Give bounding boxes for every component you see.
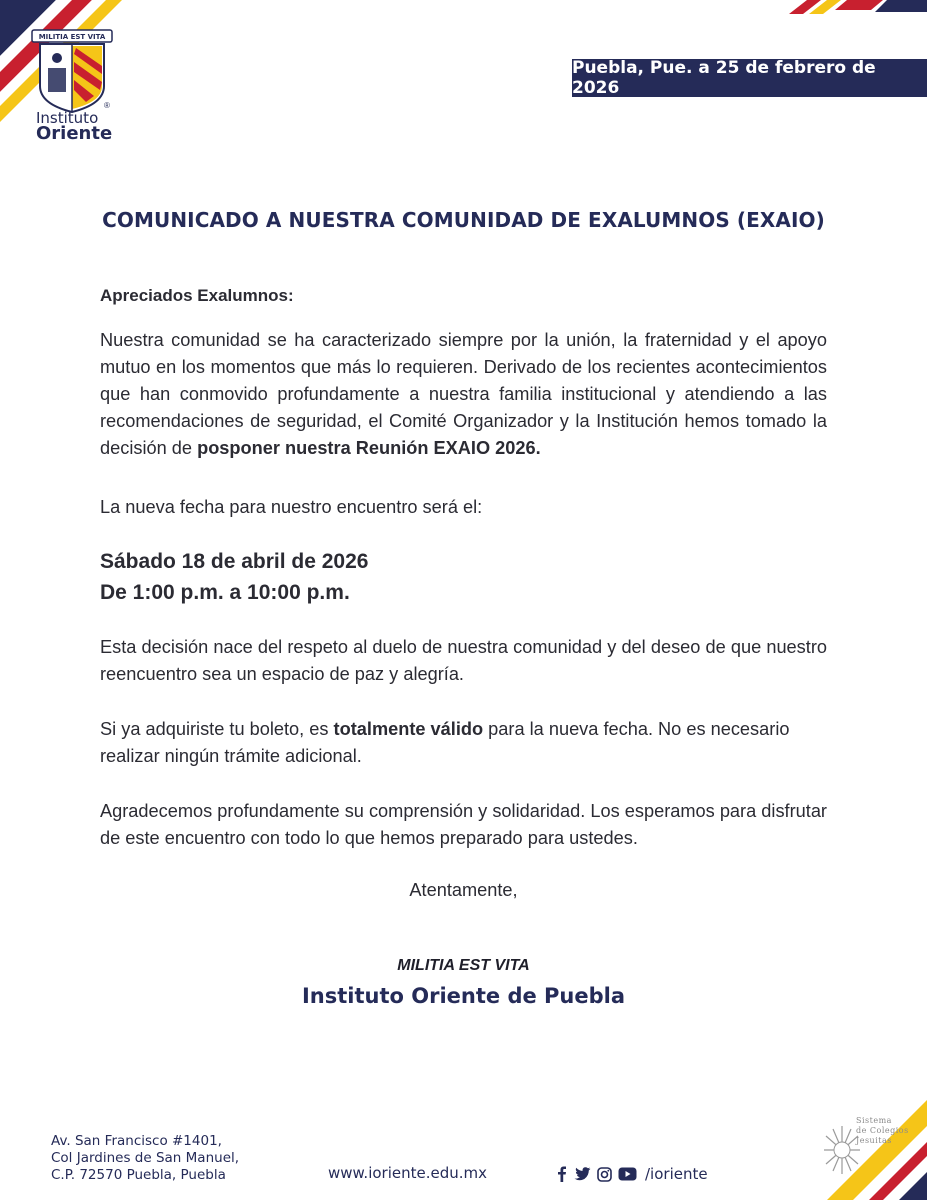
top-right-corner-stripes — [787, 0, 927, 30]
social-links — [556, 1163, 708, 1185]
paragraph-thanks: Agradecemos profundamente su comprensión y solidaridad. Los esperamos para disfrutar de este encuentro con todo lo que hemos preparado para ustedes. — [100, 801, 827, 848]
date-text: Puebla, Pue. a 25 de febrero de 2026 — [572, 58, 876, 98]
youtube-icon[interactable] — [618, 1167, 637, 1181]
sistema-line-1: Sistema — [856, 1116, 892, 1125]
social-handle[interactable]: /ioriente — [645, 1165, 708, 1183]
paragraph-announcement-bold: posponer nuestra Reunión EXAIO 2026. — [197, 438, 541, 458]
closing: Atentamente, — [409, 880, 518, 900]
crest-motto: MILITIA EST VITA — [38, 33, 106, 41]
signature-motto: MILITIA EST VITA — [397, 957, 530, 974]
instagram-icon[interactable] — [597, 1167, 612, 1182]
event-date: Sábado 18 de abril de 2026 — [100, 550, 369, 573]
institution-name: Instituto Oriente de Puebla — [301, 984, 626, 1008]
logo-word-instituto: Instituto — [36, 109, 99, 127]
paragraph-decision: Esta decisión nace del respeto al duelo de nuestra comunidad y del deseo de que nuestro reencuentro sea un espacio de paz y alegría. — [100, 637, 827, 684]
paragraph-ticket-before: Si ya adquiriste tu boleto, es — [100, 719, 334, 739]
paragraph-ticket — [100, 716, 827, 770]
paragraph-ticket-after: para la nueva fecha. No es necesario realizar ningún trámite adicional. — [100, 719, 790, 766]
event-time: De 1:00 p.m. a 10:00 p.m. — [100, 581, 350, 604]
greeting: Apreciados Exalumnos: — [100, 286, 294, 305]
sistema-colegios-jesuitas-text — [856, 1116, 920, 1146]
twitter-icon[interactable] — [574, 1167, 591, 1181]
logo-word-oriente: Oriente — [36, 123, 113, 144]
event-details — [100, 546, 827, 608]
document-title: COMUNICADO A NUESTRA COMUNIDAD DE EXALUMNOS (EXAIO) — [102, 208, 825, 232]
sistema-line-3: Jesuitas — [856, 1136, 892, 1145]
sistema-colegios-jesuitas-emblem — [824, 1122, 860, 1178]
paragraph-announcement-text: Nuestra comunidad se ha caracterizado siempre por la unión, la fraternidad y el apoyo mutuo en los momentos que más lo requieren. Derivado de los recientes acontecimientos que han conmovido profundamente a nuestra familia institucional y atendiendo a las recomendaciones de seguridad, el Comité Organizador y la Institución hemos tomado la decisión de — [100, 330, 827, 458]
registered-mark: ® — [104, 101, 110, 110]
sistema-line-2: de Colegios — [856, 1126, 909, 1135]
facebook-icon[interactable] — [556, 1166, 568, 1182]
address-line-1: Av. San Francisco #1401, — [51, 1133, 222, 1149]
paragraph-new-date-intro: La nueva fecha para nuestro encuentro será el: — [100, 497, 483, 517]
footer-address — [51, 1133, 239, 1184]
date-banner — [572, 59, 927, 97]
address-line-2: Col Jardines de San Manuel, — [51, 1150, 240, 1166]
website-link[interactable]: www.ioriente.edu.mx — [328, 1164, 488, 1182]
address-line-3: C.P. 72570 Puebla, Puebla — [51, 1167, 226, 1183]
paragraph-announcement — [100, 327, 827, 462]
paragraph-ticket-bold: totalmente válido — [333, 719, 484, 739]
